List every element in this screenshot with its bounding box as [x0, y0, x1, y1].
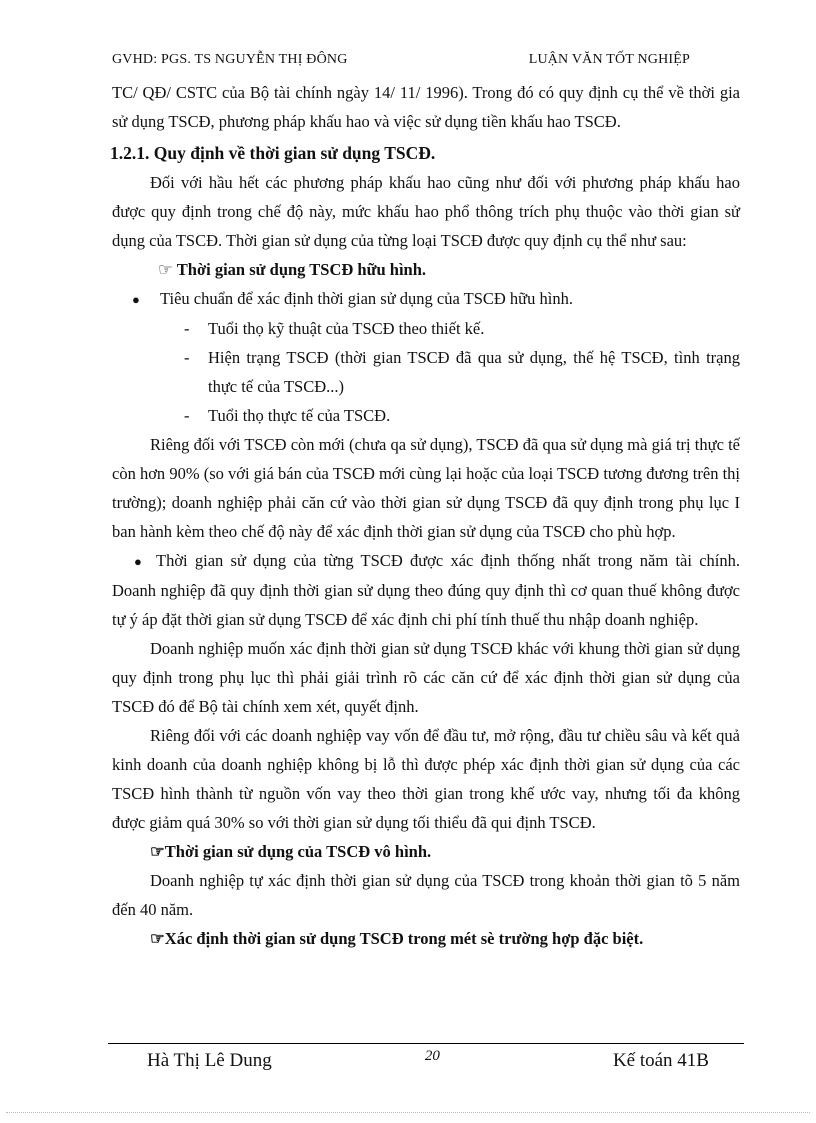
- subheading-special-label: Xác định thời gian sử dụng TSCĐ trong mét sè trường hợp đặc biệt.: [164, 929, 644, 948]
- header-advisor: GVHD: PGS. TS NGUYỄN THỊ ĐÔNG: [112, 52, 348, 67]
- bullet-item: [112, 284, 740, 314]
- dash-text: Tuổi thọ thực tế của TSCĐ.: [208, 406, 391, 425]
- paragraph-new-assets: Riêng đối với TSCĐ còn mới (chưa qa sử dụng), TSCĐ đã qua sử dụng mà giá trị thực tế còn hơn 90% (so với giá bán của TSCĐ mới cùng lại hoặc của loại TSCĐ tương đương trên thị trường); doanh nghiệp phải căn cứ vào thời gian sử dụng TSCĐ đã quy định trong phụ lục I ban hành kèm theo chế độ này để xác định thời gian sử dụng của TSCĐ cho phù hợp.: [112, 435, 740, 541]
- subheading-intangible: [112, 837, 740, 866]
- dash-item: [112, 343, 740, 401]
- dash-text: Tuổi thọ kỹ thuật của TSCĐ theo thiết kế.: [208, 319, 485, 338]
- dash-icon: -: [184, 319, 190, 338]
- footer-author: Hà Thị Lê Dung: [147, 1050, 272, 1071]
- bullet-dot-icon: ●: [132, 292, 140, 307]
- subheading-tangible: [112, 255, 740, 284]
- subheading-tangible-label: Thời gian sử dụng TSCĐ hữu hình.: [176, 260, 427, 279]
- pointing-hand-icon: ☞: [150, 842, 165, 861]
- page-header: [112, 52, 742, 68]
- paragraph-intro: TC/ QĐ/ CSTC của Bộ tài chính ngày 14/ 11/ 1996). Trong đó có quy định cụ thể về thời gia sử dụng TSCĐ, phương pháp khấu hao và việc sử dụng tiền khấu hao TSCĐ.: [112, 83, 740, 131]
- dash-item: [112, 401, 740, 430]
- dash-icon: -: [184, 406, 190, 425]
- footer-divider: [108, 1043, 744, 1044]
- footer-class: Kế toán 41B: [612, 1050, 709, 1071]
- section-heading: 1.2.1. Quy định về thời gian sử dụng TSCĐ.: [110, 143, 436, 163]
- bullet-dot-icon: ●: [134, 554, 142, 569]
- dash-item: [112, 314, 740, 343]
- paragraph-custom-period: Doanh nghiệp muốn xác định thời gian sử dụng TSCĐ khác với khung thời gian sử dụng quy định trong phụ lục thì phải giải trình rõ các căn cứ để xác định thời gian sử dụng của TSCĐ đó để Bộ tài chính xem xét, quyết định.: [112, 639, 740, 716]
- page-number: 20: [424, 1048, 440, 1064]
- subheading-special-cases: [112, 924, 740, 953]
- page-footer: [147, 1050, 709, 1072]
- bullet-paragraph-text: Thời gian sử dụng của từng TSCĐ được xác định thống nhất trong năm tài chính. Doanh nghiệp đã quy định thời gian sử dụng theo đúng quy định thì cơ quan thuế không được tự ý áp đặt thời gian sử dụng TSCĐ để xác định chi phí tính thuế thu nhập doanh nghiệp.: [112, 551, 740, 629]
- pointing-hand-icon: ☞: [150, 929, 165, 948]
- paragraph-intangible: Doanh nghiệp tự xác định thời gian sử dụng của TSCĐ trong khoản thời gian tõ 5 năm đến 40 năm.: [112, 871, 740, 919]
- pointing-hand-icon: ☞: [158, 260, 173, 279]
- subheading-intangible-label: Thời gian sử dụng của TSCĐ vô hình.: [164, 842, 432, 861]
- bullet-text: Tiêu chuẩn để xác định thời gian sử dụng của TSCĐ hữu hình.: [160, 289, 573, 308]
- dash-text: Hiện trạng TSCĐ (thời gian TSCĐ đã qua sử dụng, thế hệ TSCĐ, tình trạng thực tế của TSCĐ...): [208, 348, 740, 396]
- paragraph-depreciation: Đối với hầu hết các phương pháp khấu hao cũng như đối với phương pháp khấu hao được quy định trong chế độ này, mức khấu hao phổ thông trích phụ thuộc vào thời gian sử dụng của TSCĐ. Thời gian sử dụng của từng loại TSCĐ được quy định cụ thể như sau:: [112, 173, 740, 250]
- header-thesis-title: LUẬN VĂN TỐT NGHIỆP: [528, 52, 690, 67]
- document-body: [112, 78, 740, 953]
- dash-icon: -: [184, 348, 190, 367]
- paragraph-loan: Riêng đối với các doanh nghiệp vay vốn để đầu tư, mở rộng, đầu tư chiều sâu và kết quả kinh doanh của doanh nghiệp không bị lỗ thì được phép xác định thời gian sử dụng của các TSCĐ hình thành từ nguồn vốn vay theo thời gian trong khế ước vay, nhưng tối đa không được giảm quá 30% so với thời gian sử dụng tối thiểu đã qui định TSCĐ.: [112, 726, 740, 832]
- bullet-paragraph: [112, 546, 740, 634]
- page-bottom-border: [6, 1112, 810, 1113]
